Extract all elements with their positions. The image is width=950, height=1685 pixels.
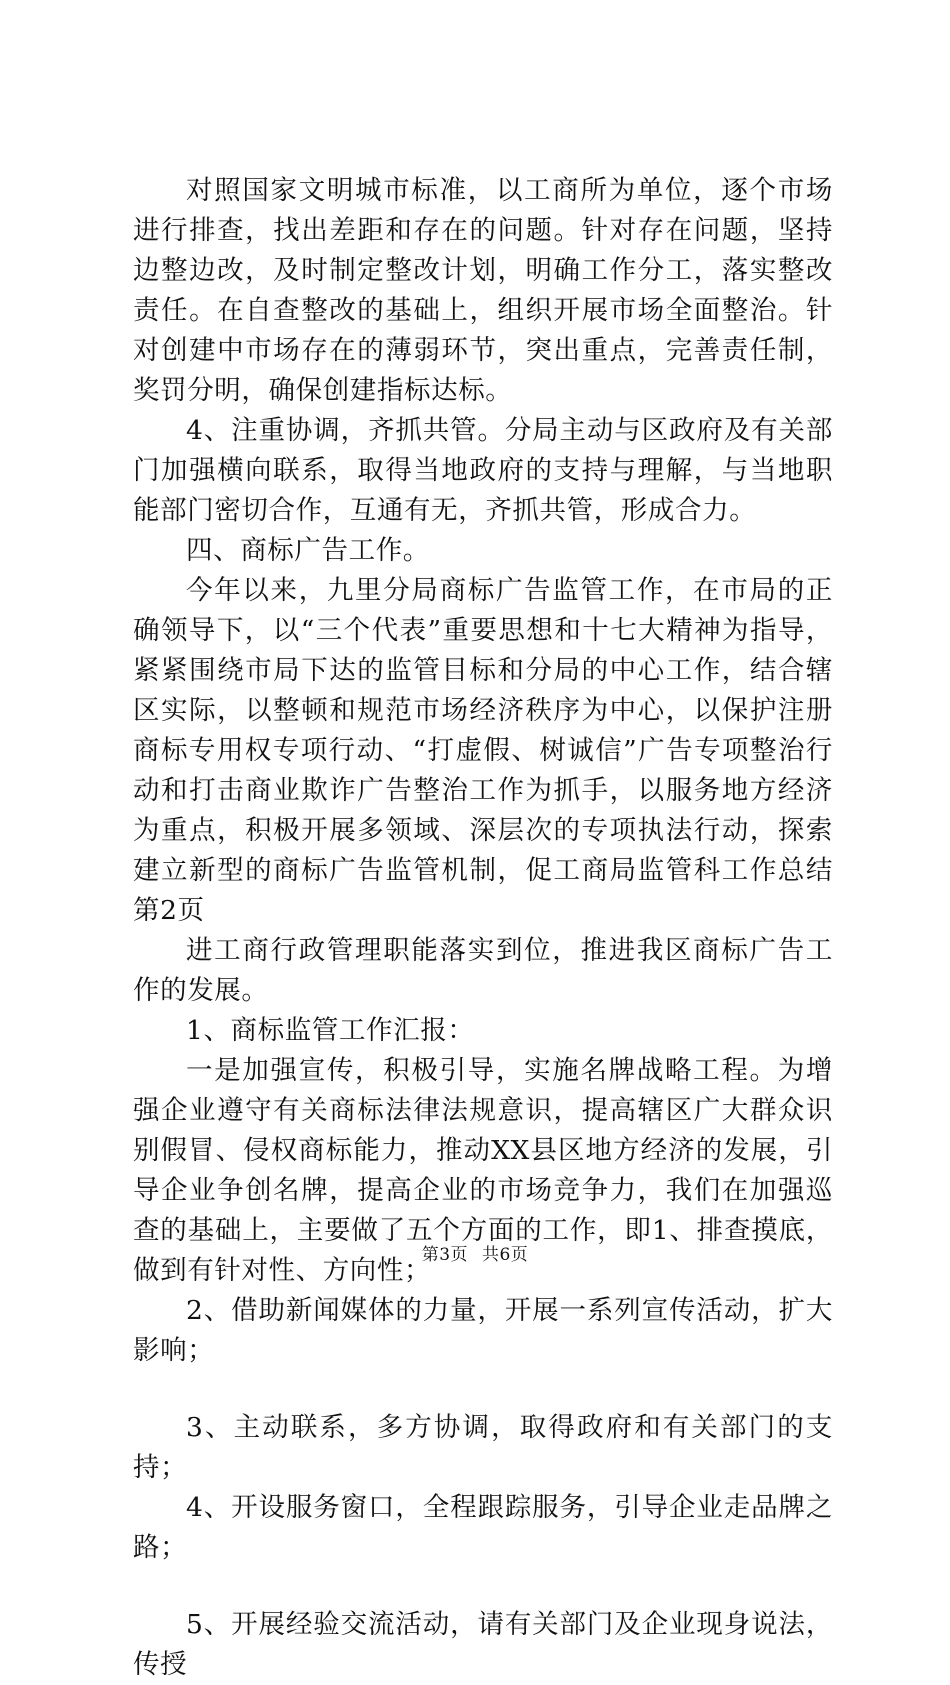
paragraph-coordination: 4、注重协调，齐抓共管。分局主动与区政府及有关部门加强横向联系，取得当地政府的支持与理解，与当地职能部门密切合作，互通有无，齐抓共管，形成合力。 xyxy=(133,415,833,526)
paragraph-market-inspection: 对照国家文明城市标准，以工商所为单位，逐个市场进行排查，找出差距和存在的问题。针对存在问题，坚持边整边改，及时制定整改计划，明确工作分工，落实整改责任。在自查整改的基础上，组织开展市场全面整治。针对创建中市场存在的薄弱环节，突出重点，完善责任制，奖罚分明，确保创建指标达标。 xyxy=(133,175,833,406)
paragraph-continuation: 进工商行政管理职能落实到位，推进我区商标广告工作的发展。 xyxy=(133,935,833,1006)
list-item-service-window: 4、开设服务窗口，全程跟踪服务，引导企业走品牌之路； xyxy=(133,1492,833,1563)
subheading-trademark-report: 1、商标监管工作汇报： xyxy=(186,1015,475,1046)
page-total: 共6页 xyxy=(481,1245,529,1265)
list-item-media-publicity: 2、借助新闻媒体的力量，开展一系列宣传活动，扩大影响； xyxy=(133,1295,833,1366)
paragraph-publicity-brand-strategy: 一是加强宣传，积极引导，实施名牌战略工程。为增强企业遵守有关商标法律法规意识，提高辖区广大群众识别假冒、侵权商标能力，推动XX县区地方经济的发展，引导企业争创名牌，提高企业的市场竞争力，我们在加强巡查的基础上，主要做了五个方面的工作，即1、排查摸底，做到有针对性、方向性； xyxy=(133,1055,833,1286)
list-item-experience-exchange: 5、开展经验交流活动，请有关部门及企业现身说法，传授 xyxy=(133,1609,833,1680)
page-number: 第3页 xyxy=(421,1245,469,1265)
page-footer xyxy=(0,1240,950,1265)
document-body xyxy=(133,171,833,1685)
section-heading-trademark-advertising: 四、商标广告工作。 xyxy=(186,535,430,566)
paragraph-trademark-advertising-overview: 今年以来，九里分局商标广告监管工作，在市局的正确领导下，以“三个代表”重要思想和十七大精神为指导，紧紧围绕市局下达的监管目标和分局的中心工作，结合辖区实际，以整顿和规范市场经济秩序为中心，以保护注册商标专用权专项行动、“打虚假、树诚信”广告专项整治行动和打击商业欺诈广告整治工作为抓手，以服务地方经济为重点，积极开展多领域、深层次的专项执法行动，探索建立新型的商标广告监管机制，促工商局监管科工作总结第2页 xyxy=(133,575,833,926)
list-item-coordination: 3、主动联系，多方协调，取得政府和有关部门的支持； xyxy=(133,1412,833,1483)
